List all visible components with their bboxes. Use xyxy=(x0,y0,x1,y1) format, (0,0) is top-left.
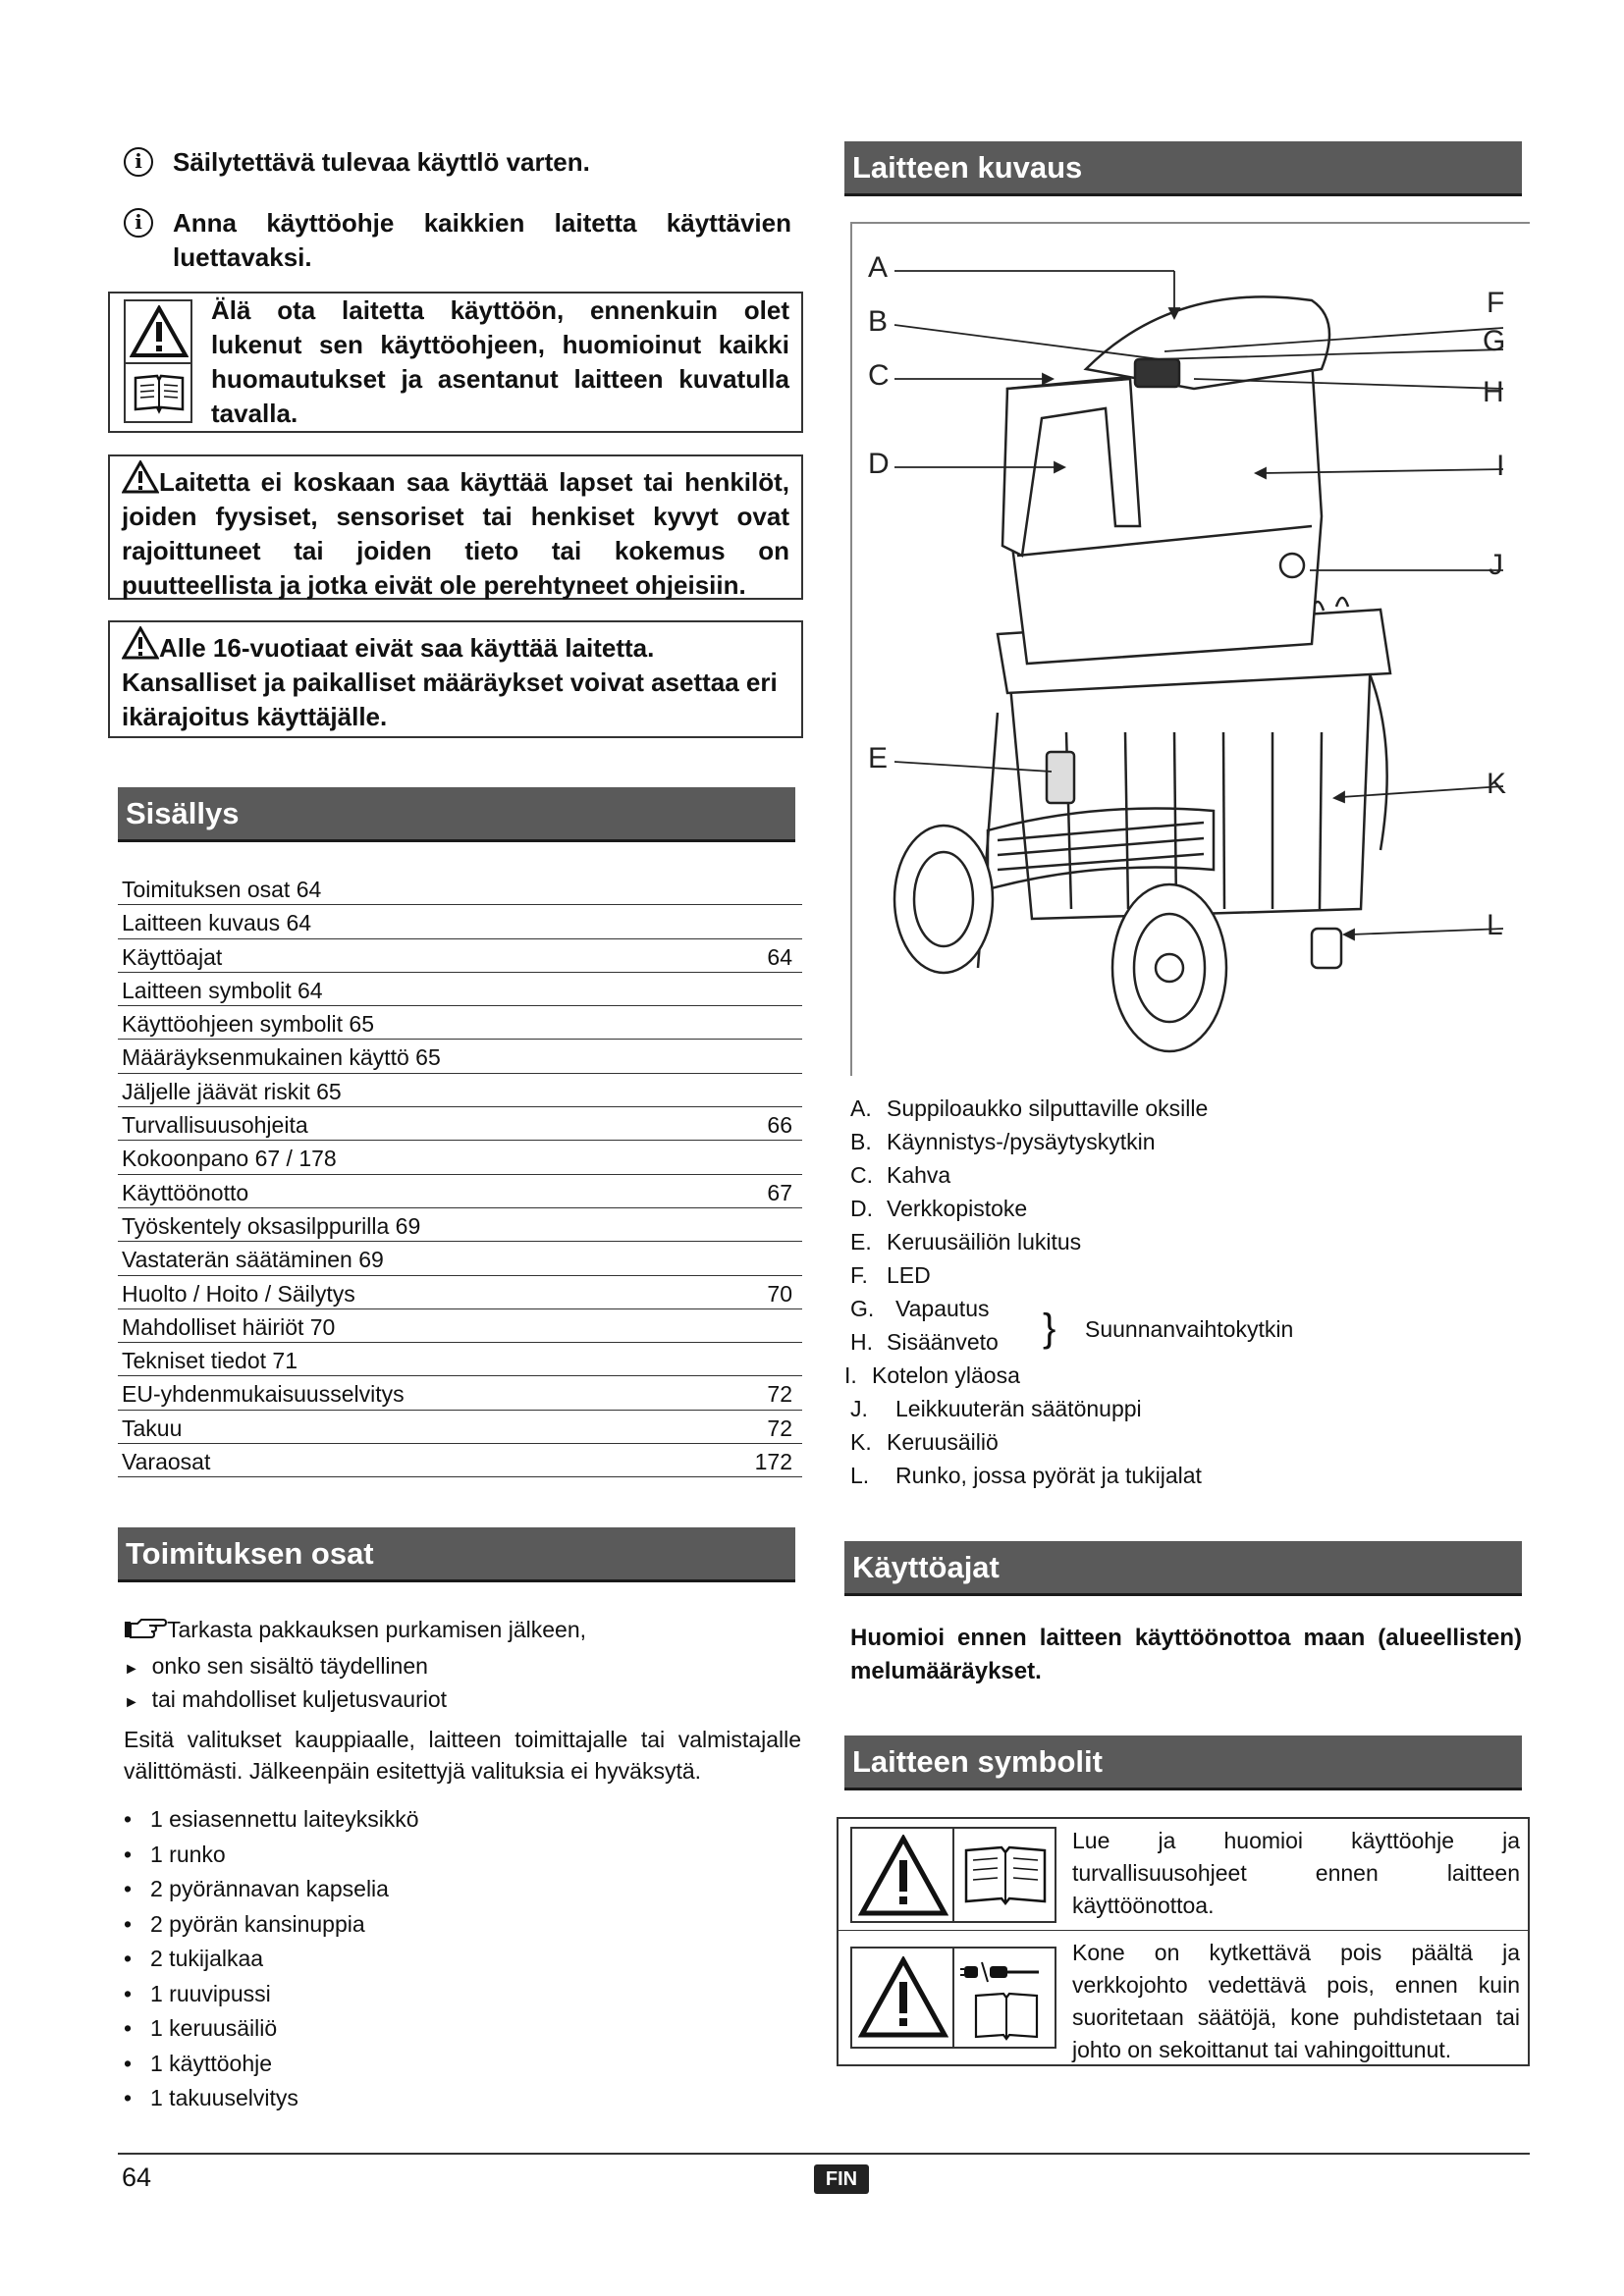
warning-triangle-icon xyxy=(122,460,159,494)
table-of-contents xyxy=(118,872,802,1477)
manual-book-icon xyxy=(962,1842,1049,1909)
info-share-manual: i Anna käyttöohje kaikkien laitetta käyttävien luettavaksi. xyxy=(124,206,791,275)
pointing-hand-icon xyxy=(124,1618,167,1639)
toc-row xyxy=(118,939,802,973)
toc-label: Käyttöajat xyxy=(122,943,223,970)
unplug-icon xyxy=(960,1958,1051,1986)
toc-page: 67 xyxy=(767,1179,792,1205)
footer-rule xyxy=(118,2153,1530,2155)
toc-row xyxy=(118,1343,802,1376)
symbol-icon-panel xyxy=(850,1947,1056,2049)
toc-label: Toimituksen osat 64 xyxy=(122,877,322,902)
age-warning-line1: Alle 16-vuotiaat eivät saa käyttää laitetta. xyxy=(122,626,789,666)
check-item: ► onko sen sisältö täydellinen xyxy=(124,1653,428,1679)
delivery-item: • 2 pyörän kansinuppia xyxy=(124,1907,365,1942)
diagram-letter-b: B xyxy=(868,305,889,338)
toc-page: 172 xyxy=(754,1449,792,1475)
users-text: Huomioi ennen laitteen käyttöönottoa maan (alueellisten) melumääräykset. xyxy=(850,1625,1522,1684)
description-item: A. Suppiloaukko silputtaville oksille xyxy=(850,1095,1209,1121)
section-header-contents: Sisällys xyxy=(118,787,795,842)
delivery-item: • 2 tukijalkaa xyxy=(124,1942,263,1976)
brace-symbol: } xyxy=(1043,1307,1056,1350)
shredder-diagram xyxy=(850,222,1530,1076)
diagram-letter-h: H xyxy=(1483,376,1504,408)
toc-label: Turvallisuusohjeita xyxy=(122,1112,308,1139)
description-item: H. Sisäänveto xyxy=(850,1329,999,1355)
toc-label: Kokoonpano 67 / 178 xyxy=(122,1146,337,1172)
delivery-item: • 1 runko xyxy=(124,1838,226,1872)
toc-label: Mahdolliset häiriöt 70 xyxy=(122,1313,336,1340)
manual-warning-text: Älä ota laitetta käyttöön, ennenkuin olet lukenut sen käyttöohjeen, huomioinut kaikki huomautukset ja asentanut laitteen kuvatulla tavalla. xyxy=(211,295,789,428)
toc-row xyxy=(118,1208,802,1242)
toc-label: Huolto / Hoito / Säilytys xyxy=(122,1280,355,1307)
description-item: L. Runko, jossa pyörät ja tukijalat xyxy=(850,1463,1202,1488)
symbol-row xyxy=(839,1819,1528,1931)
diagram-letter-d: D xyxy=(868,448,890,480)
manual-warning-box xyxy=(108,292,803,433)
toc-row xyxy=(118,1006,802,1040)
toc-label: Määräyksenmukainen käyttö 65 xyxy=(122,1044,441,1071)
delivery-item: • 1 esiasennettu laiteyksikkö xyxy=(124,1802,419,1837)
toc-row xyxy=(118,1074,802,1107)
delivery-item: • 1 keruusäiliö xyxy=(124,2011,277,2046)
toc-page: 72 xyxy=(767,1415,792,1441)
description-item: F. LED xyxy=(850,1262,931,1288)
toc-row xyxy=(118,905,802,938)
toc-row xyxy=(118,1444,802,1477)
delivery-item: • 1 ruuvipussi xyxy=(124,1977,271,2011)
manual-book-icon xyxy=(132,372,187,415)
toc-page: 72 xyxy=(767,1381,792,1408)
symbols-table xyxy=(837,1817,1530,2066)
toc-label: Jäljelle jäävät riskit 65 xyxy=(122,1078,342,1104)
toc-label: EU-yhdenmukaisuusselvitys xyxy=(122,1381,405,1408)
section-header-users: Käyttöajat xyxy=(844,1541,1522,1596)
section-header-symbols: Laitteen symbolit xyxy=(844,1735,1522,1790)
description-item: D. Verkkopistoke xyxy=(850,1196,1028,1221)
delivery-item: • 2 pyörännavan kapselia xyxy=(124,1872,389,1906)
toc-label: Takuu xyxy=(122,1415,183,1441)
description-item: G. Vapautus xyxy=(850,1296,990,1321)
toc-row xyxy=(118,1376,802,1410)
age-warning-box xyxy=(108,620,803,738)
toc-label: Laitteen kuvaus 64 xyxy=(122,910,312,936)
section-header-delivery: Toimituksen osat xyxy=(118,1527,795,1582)
age-warning-line2: Kansalliset ja paikalliset määräykset voivat asettaa eri ikärajoitus käyttäjälle. xyxy=(122,667,778,731)
manual-book-icon xyxy=(972,1990,1041,2043)
info-icon: i xyxy=(124,208,153,238)
warning-triangle-icon xyxy=(130,305,189,358)
diagram-letter-i: I xyxy=(1496,450,1505,482)
toc-label: Käyttöönotto xyxy=(122,1179,249,1205)
toc-label: Työskentely oksasilppurilla 69 xyxy=(122,1212,421,1239)
toc-label: Laitteen symbolit 64 xyxy=(122,977,323,1003)
symbol-icon-panel xyxy=(850,1827,1056,1923)
description-item: K. Keruusäiliö xyxy=(850,1429,999,1455)
toc-row xyxy=(118,1141,802,1174)
toc-row xyxy=(118,872,802,905)
toc-row xyxy=(118,1175,802,1208)
description-item: E. Keruusäiliön lukitus xyxy=(850,1229,1082,1255)
toc-row xyxy=(118,1276,802,1309)
description-item: I. Kotelon yläosa xyxy=(844,1362,1020,1388)
delivery-item: • 1 käyttöohje xyxy=(124,2047,272,2081)
symbol-text: Kone on kytkettävä pois päältä ja verkkojohto vedettävä pois, ennen kuin suoritetaan säätöjä, kone puhdistetaan tai johto on sekoittanut tai vahingoittunut. xyxy=(1072,1940,1520,2062)
toc-page: 64 xyxy=(767,943,792,970)
toc-row xyxy=(118,1242,802,1275)
toc-row xyxy=(118,1309,802,1343)
shredder-drawing xyxy=(850,222,1530,1076)
diagram-letter-j: J xyxy=(1489,549,1503,581)
toc-row xyxy=(118,973,802,1006)
language-badge: FIN xyxy=(814,2164,869,2194)
diagram-letter-g: G xyxy=(1483,325,1506,357)
description-item: C. Kahva xyxy=(850,1162,951,1188)
toc-row xyxy=(118,1040,802,1073)
diagram-letter-f: F xyxy=(1487,287,1505,319)
toc-page: 66 xyxy=(767,1112,792,1139)
diagram-letter-e: E xyxy=(868,742,889,774)
description-item: B. Käynnistys-/pysäytyskytkin xyxy=(850,1129,1156,1154)
description-item: J. Leikkuuterän säätönuppi xyxy=(850,1396,1142,1421)
toc-label: Vastaterän säätäminen 69 xyxy=(122,1247,384,1273)
claims-text: Esitä valitukset kauppiaalle, laitteen toimittajalle tai valmistajalle välittömästi. Jälkeenpäin esitettyjä valituksia ei hyväksytä. xyxy=(124,1727,801,1784)
delivery-item: • 1 takuuselvitys xyxy=(124,2081,298,2115)
check-item: ► tai mahdolliset kuljetusvauriot xyxy=(124,1686,448,1712)
check-intro: Tarkasta pakkauksen purkamisen jälkeen, xyxy=(124,1614,586,1645)
toc-row xyxy=(118,1107,802,1141)
symbol-row xyxy=(839,1931,1528,2066)
symbol-text: Lue ja huomioi käyttöohje ja turvallisuusohjeet ennen laitteen käyttöönottoa. xyxy=(1072,1828,1520,1918)
children-warning-box xyxy=(108,454,803,600)
page-number: 64 xyxy=(122,2163,152,2192)
toc-label: Käyttöohjeen symbolit 65 xyxy=(122,1011,374,1038)
warning-triangle-icon xyxy=(122,626,159,660)
toc-label: Tekniset tiedot 71 xyxy=(122,1348,298,1374)
warning-triangle-icon xyxy=(858,1835,948,1917)
toc-label: Varaosat xyxy=(122,1449,211,1475)
section-header-description: Laitteen kuvaus xyxy=(844,141,1522,196)
toc-row xyxy=(118,1411,802,1444)
info-icon: i xyxy=(124,147,153,177)
info-store-manual: i Säilytettävä tulevaa käyttlö varten. xyxy=(124,145,791,180)
diagram-letter-c: C xyxy=(868,359,890,392)
warning-triangle-icon xyxy=(858,1956,948,2039)
warning-icon-panel xyxy=(124,299,192,423)
diagram-letter-k: K xyxy=(1487,768,1507,800)
toc-page: 70 xyxy=(767,1280,792,1307)
diagram-letter-a: A xyxy=(868,251,889,284)
diagram-letter-l: L xyxy=(1487,909,1503,941)
direction-switch-label: Suunnanvaihtokytkin xyxy=(1085,1316,1294,1342)
children-warning-text: Laitetta ei koskaan saa käyttää lapset tai henkilöt, joiden fyysiset, sensoriset tai henkiset kyvyt ovat rajoittuneet tai joiden tieto tai kokemus on puutteellista ja jotka eivät ole perehtyneet ohjeisiin. xyxy=(122,460,789,603)
